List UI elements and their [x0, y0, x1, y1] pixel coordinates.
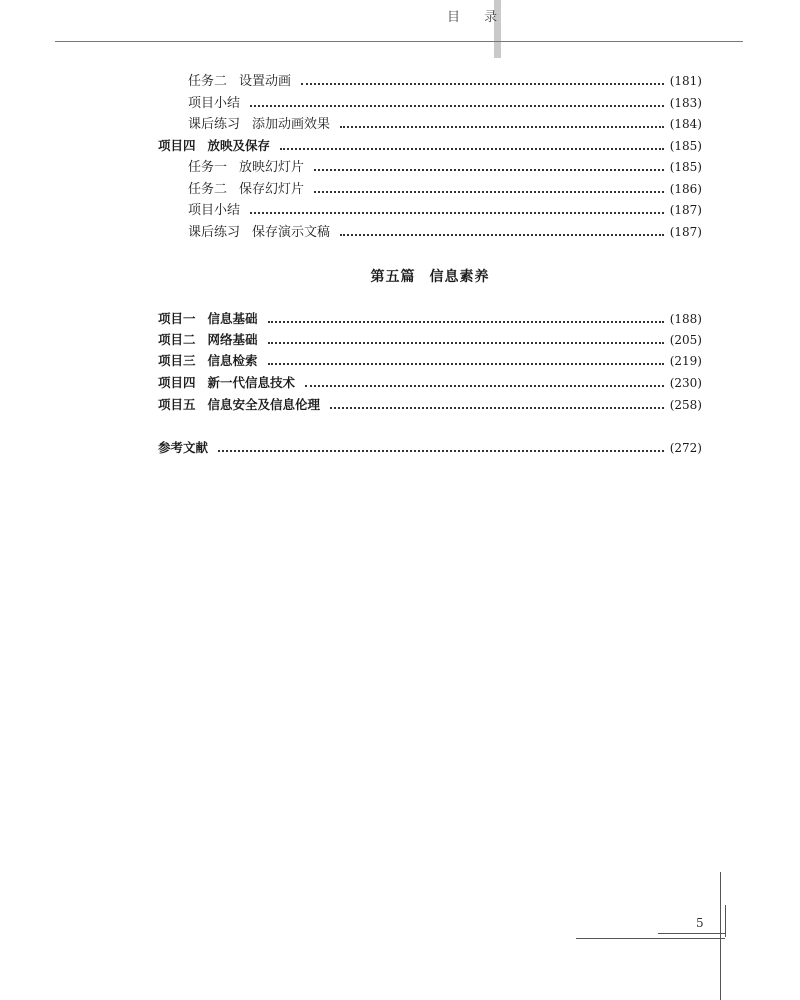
page-number: 5 [696, 916, 704, 930]
dot-leader [314, 169, 664, 171]
toc-row[interactable] [158, 353, 702, 369]
toc-row[interactable] [158, 138, 702, 154]
toc-page-number: (188) [669, 312, 702, 326]
toc-row[interactable] [188, 224, 702, 240]
dot-leader [314, 191, 664, 193]
toc-row[interactable] [188, 181, 702, 197]
header-title: 目 录 [447, 10, 508, 25]
dot-leader [250, 212, 664, 214]
toc-row[interactable] [188, 202, 702, 218]
toc-entry-label: 任务二 设置动画 [188, 74, 292, 89]
toc-page-number: (183) [669, 96, 702, 110]
toc-entry-label: 项目四 新一代信息技术 [158, 375, 296, 390]
header-rule [55, 41, 743, 42]
toc-entry-label: 项目小结 [188, 203, 241, 218]
toc-entry-label: 项目三 信息检索 [158, 353, 258, 368]
toc-page-number: (185) [669, 139, 702, 153]
footer-horizontal-rule-short [658, 933, 725, 934]
toc-row[interactable] [188, 116, 702, 132]
dot-leader [330, 407, 664, 409]
footer-horizontal-rule [576, 938, 725, 939]
toc-row[interactable] [158, 375, 702, 391]
toc-entry-label: 项目一 信息基础 [158, 311, 258, 326]
toc-page-number: (187) [669, 225, 702, 239]
dot-leader [301, 83, 664, 85]
dot-leader [268, 342, 664, 344]
toc-row[interactable] [158, 332, 702, 348]
toc-entry-label: 任务二 保存幻灯片 [188, 182, 305, 197]
footer-vertical-rule-short [725, 905, 726, 937]
dot-leader [268, 363, 664, 365]
dot-leader [340, 234, 664, 236]
section-name: 信息素养 [429, 269, 490, 285]
toc-row[interactable] [188, 73, 702, 89]
toc-page-number: (181) [669, 74, 702, 88]
toc-entry-label: 课后练习 保存演示文稿 [188, 225, 331, 240]
toc-entry-label: 项目小结 [188, 96, 241, 111]
section-title [0, 266, 800, 286]
dot-leader [218, 450, 664, 452]
footer-vertical-rule [720, 872, 721, 1000]
toc-row[interactable] [158, 397, 702, 413]
dot-leader [305, 385, 664, 387]
toc-page-number: (219) [669, 354, 702, 368]
toc-row-references[interactable] [158, 440, 702, 456]
dot-leader [280, 148, 664, 150]
toc-entry-label: 课后练习 添加动画效果 [188, 117, 331, 132]
toc-page-number: (184) [669, 117, 702, 131]
toc-entry-label: 参考文献 [158, 440, 209, 455]
toc-entry-label: 项目四 放映及保存 [158, 138, 271, 153]
toc-entry-label: 任务一 放映幻灯片 [188, 160, 305, 175]
toc-row[interactable] [158, 311, 702, 327]
toc-page-number: (186) [669, 182, 702, 196]
toc-page-number: (187) [669, 203, 702, 217]
toc-row[interactable] [188, 95, 702, 111]
toc-page-number: (205) [669, 333, 702, 347]
toc-page-number: (272) [669, 441, 702, 455]
section-part-label: 第五篇 [370, 269, 416, 285]
dot-leader [340, 126, 664, 128]
toc-row[interactable] [188, 159, 702, 175]
dot-leader [250, 105, 664, 107]
toc-page-number: (258) [669, 398, 702, 412]
toc-page-number: (185) [669, 160, 702, 174]
toc-page-number: (230) [669, 376, 702, 390]
toc-entry-label: 项目二 网络基础 [158, 332, 258, 347]
dot-leader [268, 321, 664, 323]
toc-entry-label: 项目五 信息安全及信息伦理 [158, 397, 321, 412]
